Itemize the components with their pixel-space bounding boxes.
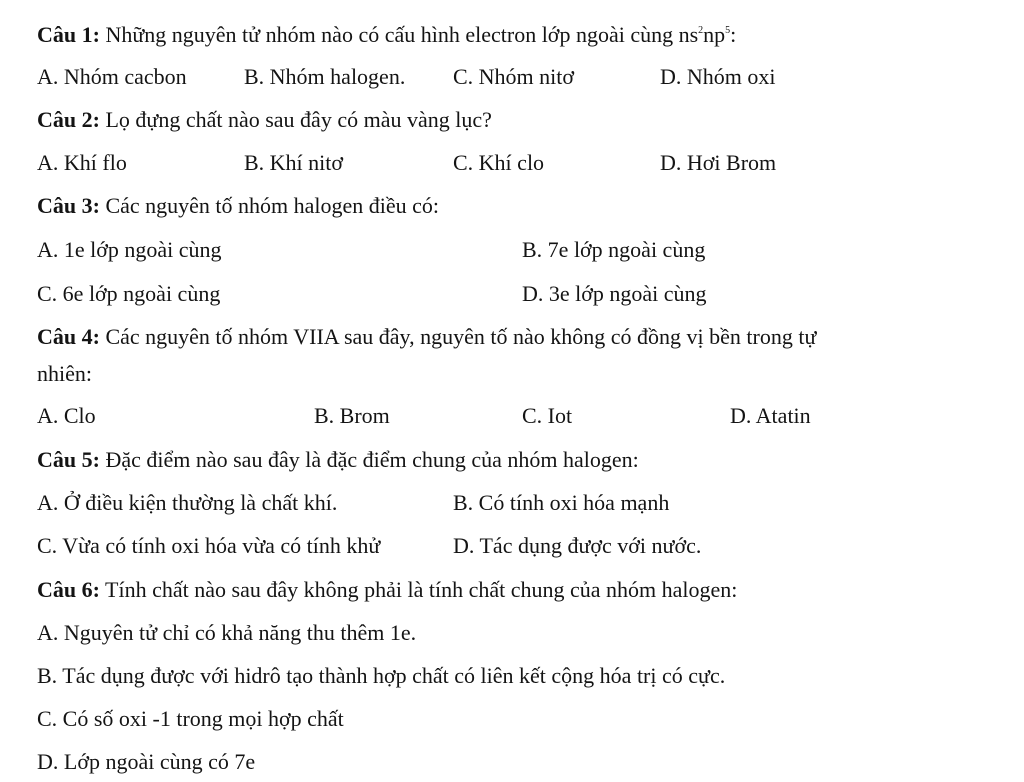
question-4-text-continued: nhiên: <box>37 361 92 386</box>
question-2-option-d: D. Hơi Brom <box>660 150 777 175</box>
question-3-option-a: A. 1e lớp ngoài cùng <box>37 237 222 262</box>
question-6-text: Tính chất nào sau đây không phải là tính chất chung của nhóm halogen: <box>99 577 738 602</box>
question-1-option-b: B. Nhóm halogen. <box>244 64 406 89</box>
question-5-option-d: D. Tác dụng được với nước. <box>453 533 702 558</box>
question-2-option-c: C. Khí clo <box>453 150 545 175</box>
question-5-stem <box>37 447 639 473</box>
question-5-option-c: C. Vừa có tính oxi hóa vừa có tính khử <box>37 533 381 558</box>
question-2-stem <box>37 107 492 133</box>
question-1-label: Câu 1: <box>37 22 100 47</box>
question-3-option-b: B. 7e lớp ngoài cùng <box>522 237 706 262</box>
question-4-option-b: B. Brom <box>314 403 390 428</box>
question-1-option-c: C. Nhóm nitơ <box>453 64 575 89</box>
question-5-option-b: B. Có tính oxi hóa mạnh <box>453 490 670 515</box>
question-4-option-a: A. Clo <box>37 403 96 428</box>
question-3-label: Câu 3: <box>37 193 100 218</box>
question-5-option-a: A. Ở điều kiện thường là chất khí. <box>37 490 338 515</box>
question-4-option-c: C. Iot <box>522 403 573 428</box>
question-3-text: Các nguyên tố nhóm halogen điều có: <box>99 193 440 218</box>
question-1-text-b: np <box>703 22 726 47</box>
question-1-option-a: A. Nhóm cacbon <box>37 64 187 89</box>
question-2-label: Câu 2: <box>37 107 100 132</box>
question-1-sup1: 2 <box>698 25 704 36</box>
question-5-text: Đặc điểm nào sau đây là đặc điểm chung của nhóm halogen: <box>99 447 639 472</box>
question-5-label: Câu 5: <box>37 447 100 472</box>
question-6-stem <box>37 577 737 603</box>
question-4-option-d: D. Atatin <box>730 403 811 428</box>
question-4-text: Các nguyên tố nhóm VIIA sau đây, nguyên tố nào không có đồng vị bền trong tự <box>99 324 817 349</box>
question-1-stem <box>37 22 736 48</box>
question-1-text: Những nguyên tử nhóm nào có cấu hình electron lớp ngoài cùng ns <box>99 22 699 47</box>
question-1-option-d: D. Nhóm oxi <box>660 64 776 89</box>
question-6-option-c: C. Có số oxi -1 trong mọi hợp chất <box>37 706 344 731</box>
question-3-option-d: D. 3e lớp ngoài cùng <box>522 281 707 306</box>
question-4-label: Câu 4: <box>37 324 100 349</box>
question-2-option-b: B. Khí nitơ <box>244 150 344 175</box>
question-1-sup2: 5 <box>725 25 731 36</box>
question-2-option-a: A. Khí flo <box>37 150 127 175</box>
question-2-text: Lọ đựng chất nào sau đây có màu vàng lục? <box>99 107 492 132</box>
question-6-label: Câu 6: <box>37 577 100 602</box>
question-6-option-a: A. Nguyên tử chỉ có khả năng thu thêm 1e. <box>37 620 417 645</box>
question-6-option-d: D. Lớp ngoài cùng có 7e <box>37 749 256 774</box>
question-3-stem <box>37 193 439 219</box>
question-3-option-c: C. 6e lớp ngoài cùng <box>37 281 221 306</box>
question-1-text-c: : <box>730 22 737 47</box>
question-4-stem <box>37 324 816 350</box>
question-6-option-b: B. Tác dụng được với hidrô tạo thành hợp chất có liên kết cộng hóa trị có cực. <box>37 663 726 688</box>
